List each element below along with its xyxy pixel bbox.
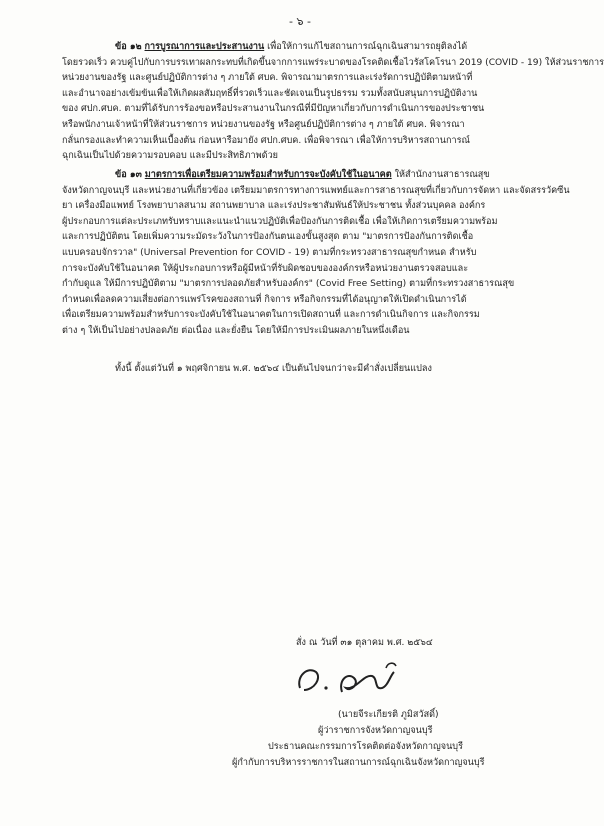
clause-13-line: แบบครอบจักรวาล" (Universal Prevention for COVID - 19) ตามที่กระทรวงสาธารณสุขกำหนด สำหรับ [62,247,477,258]
clause-13-line: การจะบังคับใช้ในอนาคต ให้ผู้ประกอบการหรือผู้มีหน้าที่รับผิดชอบขององค์กรหรือหน่วยงานตรวจสอบและ [62,263,469,274]
effective-statement: ทั้งนี้ ตั้งแต่วันที่ ๑ พฤศจิกายน พ.ศ. ๒๕๖๔ เป็นต้นไปจนกว่าจะมีคำสั่งเปลี่ยนแปลง [115,364,432,374]
clause-12-line: กลั่นกรองและทำความเห็นเบื้องต้น ก่อนหารือมายัง ศปก.ศบค. เพื่อพิจารณา เพื่อให้การบริหารสถานการณ์ [62,135,470,146]
clause-13-number: ข้อ ๑๓ [115,170,142,180]
clause-12-line: และอำนาจอย่างเข้มข้นเพื่อให้เกิดผลสัมฤทธิ์ที่รวดเร็วและชัดเจนเป็นรูปธรรม รวมทั้งสนับสนุนการปฏิบัติงาน [62,88,478,99]
clause-13-line: ต่าง ๆ ให้เป็นไปอย่างปลอดภัย ต่อเนื่อง และยั่งยืน โดยให้มีการประเมินผลภายในหนึ่งเดือน [62,325,410,336]
signatory-name: (นายจีระเกียรติ ภูมิสวัสดิ์) [338,710,439,720]
signatory-position-supervisor: ผู้กำกับการบริหารราชการในสถานการณ์ฉุกเฉินจังหวัดกาญจนบุรี [232,758,485,768]
clause-13-line: เพื่อเตรียมความพร้อมสำหรับการจะบังคับใช้ในอนาคตในการเปิดสถานที่ และการดำเนินกิจการ และกิจกรรม [62,310,480,321]
clause-13-line: ผู้ประกอบการแต่ละประเภทรับทราบและแนะนำแนวปฏิบัติเพื่อป้องกันการติดเชื้อ เพื่อให้เกิดการเตรียมความพร้อม [62,216,498,227]
clause-12-line: โดยรวดเร็ว ควบคู่ไปกับการบรรเทาผลกระทบที่เกิดขึ้นจากการแพร่ระบาดของโรคติดเชื้อไวรัสโคโรนา 2019 (COVID - 19) ให้ส่วนราชการ [62,57,604,68]
signatory-position-committee: ประธานคณะกรรมการโรคติดต่อจังหวัดกาญจนบุรี [268,742,463,752]
clause-12-title: การบูรณาการและประสานงาน [144,42,265,52]
clause-12-text: เพื่อให้การแก้ไขสถานการณ์ฉุกเฉินสามารถยุติลงได้ [267,42,468,52]
signatory-position-governor: ผู้ว่าราชการจังหวัดกาญจนบุรี [318,726,433,736]
clause-13-line: จังหวัดกาญจนบุรี และหน่วยงานที่เกี่ยวข้อง เตรียมมาตรการทางการแพทย์และการสาธารณสุขที่เกี่ยวกับการจัดหา และจัดสรรวัคซีน [62,185,570,196]
clause-13-line: กำหนดเพื่อลดความเสี่ยงต่อการแพร่โรคของสถานที่ กิจการ หรือกิจกรรมที่ได้อนุญาตให้เปิดดำเนินการได้ [62,294,467,305]
clause-13-line: และการปฏิบัติตน โดยเพิ่มความระมัดระวังในการป้องกันตนเองขั้นสูงสุด ตาม "มาตรการป้องกันการติดเชื้อ [62,232,474,243]
clause-12-line: ของ ศปก.ศบค. ตามที่ได้รับการร้องขอหรือประสานงานในกรณีที่มีปัญหาเกี่ยวกับการดำเนินการของประชาชน [62,104,485,115]
clause-12-number: ข้อ ๑๒ [115,42,142,52]
clause-13-first-line [62,168,544,184]
clause-13 [62,168,570,340]
signature-icon [290,654,410,700]
clause-13-line: กำกับดูแล ให้มีการปฏิบัติตาม "มาตรการปลอดภัยสำหรับองค์กร" (Covid Free Setting) ตามที่กระทรวงสาธารณสุข [62,279,515,290]
clause-12-first-line [62,40,544,56]
page-number: - ๖ - [289,15,311,28]
clause-13-title: มาตรการเพื่อเตรียมความพร้อมสำหรับการจะบังคับใช้ในอนาคต [144,170,392,180]
effective-clause [62,362,544,378]
clause-13-text: ให้สำนักงานสาธารณสุข [394,170,490,180]
clause-12-line: หรือพนักงานเจ้าหน้าที่ให้ส่วนราชการ หน่วยงานของรัฐ หรือศูนย์ปฏิบัติการต่าง ๆ ภายใต้ ศบค. พิจารณา [62,119,465,130]
clause-13-line: ยา เครื่องมือแพทย์ โรงพยาบาลสนาม สถานพยาบาล และเร่งประชาสัมพันธ์ให้ประชาชน ทั้งส่วนบุคคล องค์กร [62,201,486,212]
clause-12-line: ฉุกเฉินเป็นไปด้วยความรอบคอบ และมีประสิทธิภาพด้วย [62,151,279,162]
clause-12-line: หน่วยงานของรัฐ และศูนย์ปฏิบัติการต่าง ๆ ภายใต้ ศบค. พิจารณามาตรการและเร่งรัดการปฏิบัติตามหน้าที่ [62,73,473,84]
clause-12 [62,40,604,165]
issued-date: สั่ง ณ วันที่ ๓๑ ตุลาคม พ.ศ. ๒๕๖๔ [296,638,433,648]
